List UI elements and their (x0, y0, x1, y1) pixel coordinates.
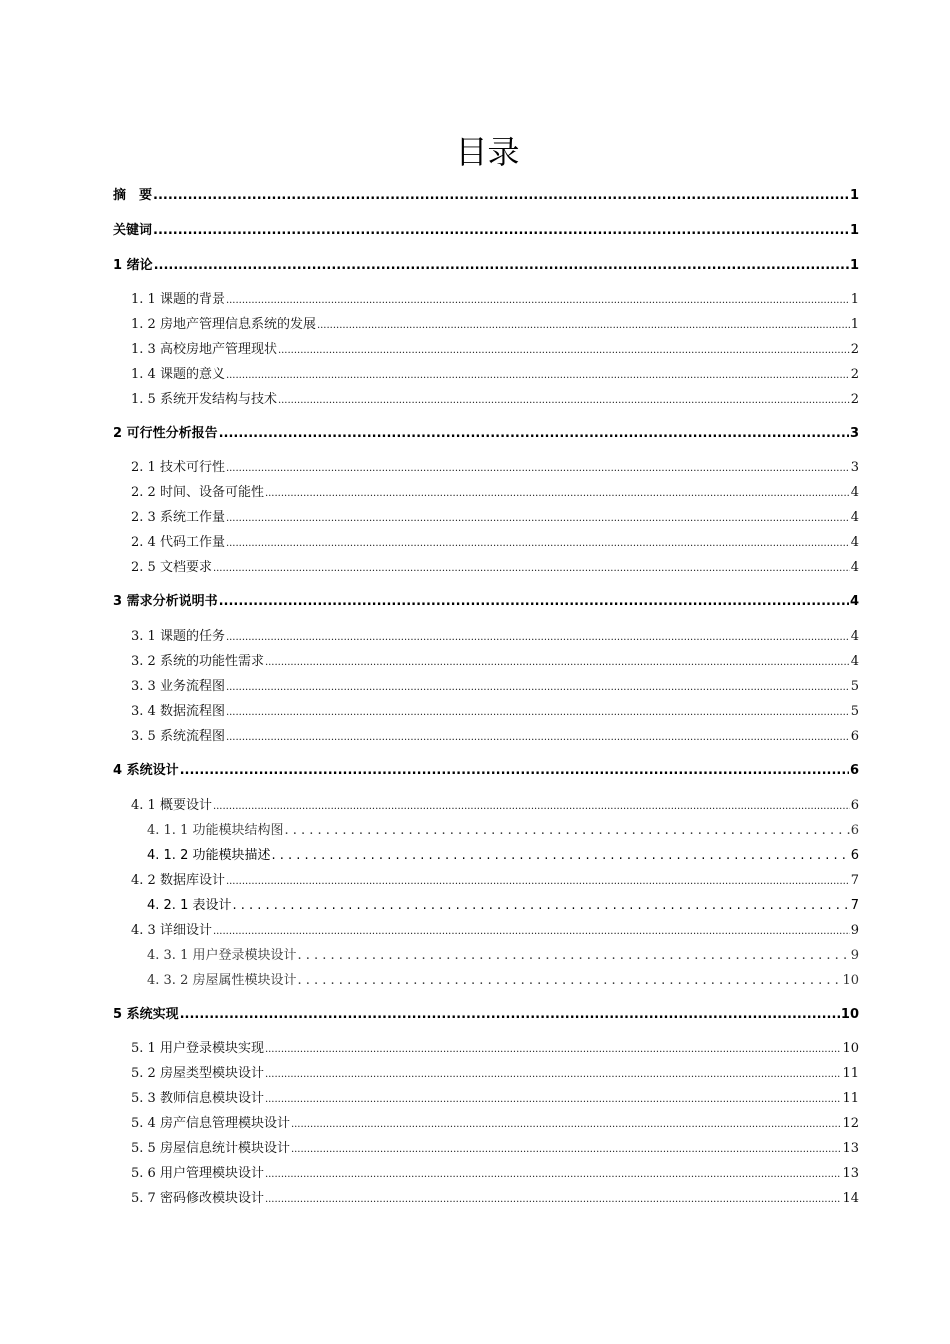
toc-section-entry[interactable] (131, 533, 859, 553)
toc-entry-title: 2. 1 技术可行性 (131, 460, 225, 475)
toc-entry-title: 4. 1. 1 功能模块结构图 (147, 823, 284, 838)
toc-page-number: 4 (850, 485, 859, 500)
toc-entry-title: 5 系统实现 (113, 1007, 179, 1022)
toc-section-entry[interactable] (131, 315, 859, 335)
toc-dot-leader (291, 1140, 842, 1160)
toc-chapter-entry[interactable] (113, 1005, 859, 1025)
toc-section-entry[interactable] (131, 290, 859, 310)
toc-section-entry[interactable] (131, 627, 859, 647)
toc-entry-title: 3. 3 业务流程图 (131, 679, 225, 694)
toc-dot-leader (317, 316, 850, 336)
toc-entry-title: 4. 1 概要设计 (131, 798, 212, 813)
toc-section-entry[interactable] (131, 727, 859, 747)
toc-page-number: 4 (850, 654, 859, 669)
toc-entry-title: 4. 3. 1 用户登录模块设计 (147, 948, 297, 963)
toc-dot-leader (265, 1065, 842, 1085)
toc-dot-leader (213, 797, 850, 817)
toc-section-entry[interactable] (131, 1114, 859, 1134)
toc-page-number: 6 (850, 848, 859, 863)
toc-dot-leader (265, 484, 850, 504)
toc-entry-title: 2. 3 系统工作量 (131, 510, 225, 525)
toc-page-number: 11 (842, 1066, 859, 1081)
toc-dot-leader (226, 872, 850, 892)
toc-dot-leader (265, 1090, 842, 1110)
toc-page-number: 13 (842, 1166, 859, 1181)
toc-page-number: 6 (850, 729, 859, 744)
toc-section-entry[interactable] (131, 340, 859, 360)
toc-page-number: 10 (842, 973, 859, 988)
toc-page-number: 9 (850, 923, 859, 938)
toc-page-number: 4 (849, 594, 859, 609)
toc-dot-leader (232, 896, 849, 916)
toc-page-number: 13 (842, 1141, 859, 1156)
toc-dot-leader (297, 971, 841, 991)
page-title: 目录 (455, 133, 520, 171)
toc-entry-title: 1. 4 课题的意义 (131, 367, 225, 382)
toc-chapter-entry[interactable] (113, 256, 859, 276)
toc-dot-leader (265, 653, 850, 673)
toc-entry-title: 3 需求分析说明书 (113, 594, 218, 609)
toc-section-entry[interactable] (131, 1189, 859, 1209)
toc-dot-leader (226, 678, 850, 698)
toc-dot-leader (213, 922, 850, 942)
toc-dot-leader (153, 186, 849, 206)
toc-section-entry[interactable] (131, 1139, 859, 1159)
toc-dot-leader (180, 1005, 840, 1025)
toc-dot-leader (180, 761, 849, 781)
toc-page-number: 10 (840, 1007, 859, 1022)
toc-dot-leader (226, 534, 850, 554)
toc-section-entry[interactable] (131, 390, 859, 410)
toc-dot-leader (297, 946, 849, 966)
toc-section-entry[interactable] (131, 652, 859, 672)
toc-dot-leader (271, 846, 849, 866)
toc-entry-title: 摘 要 (113, 188, 153, 203)
toc-page-number: 11 (842, 1091, 859, 1106)
toc-section-entry[interactable] (131, 458, 859, 478)
toc-section-entry[interactable] (147, 821, 859, 841)
toc-page-number: 4 (850, 560, 859, 575)
toc-page-number: 3 (850, 460, 859, 475)
toc-page-number: 7 (850, 898, 859, 913)
toc-dot-leader (219, 592, 849, 612)
toc-entry-title: 4. 1. 2 功能模块描述 (147, 848, 271, 863)
toc-dot-leader (226, 703, 850, 723)
toc-page-number: 9 (850, 948, 859, 963)
toc-dot-leader (265, 1190, 842, 1210)
toc-page-number: 2 (850, 342, 859, 357)
toc-page-number: 10 (842, 1041, 859, 1056)
toc-page-number: 2 (850, 367, 859, 382)
toc-page-number: 6 (850, 823, 859, 838)
toc-entry-title: 3. 1 课题的任务 (131, 629, 225, 644)
toc-dot-leader (226, 628, 850, 648)
toc-dot-leader (226, 291, 850, 311)
toc-dot-leader (226, 509, 850, 529)
toc-entry-title: 5. 5 房屋信息统计模块设计 (131, 1141, 290, 1156)
toc-dot-leader (278, 341, 850, 361)
toc-page-number: 1 (849, 223, 859, 238)
toc-section-entry[interactable] (131, 1164, 859, 1184)
toc-page-number: 12 (842, 1116, 859, 1131)
toc-dot-leader (213, 559, 850, 579)
toc-dot-leader (154, 256, 849, 276)
toc-page-number: 4 (850, 535, 859, 550)
toc-entry-title: 5. 4 房产信息管理模块设计 (131, 1116, 290, 1131)
toc-entry-title: 2 可行性分析报告 (113, 426, 218, 441)
toc-chapter-entry[interactable] (113, 221, 859, 241)
toc-entry-title: 3. 5 系统流程图 (131, 729, 225, 744)
toc-chapter-entry[interactable] (113, 592, 859, 612)
toc-page-number: 5 (850, 704, 859, 719)
toc-page-number: 5 (850, 679, 859, 694)
toc-entry-title: 4. 2 数据库设计 (131, 873, 225, 888)
toc-section-entry[interactable] (131, 1089, 859, 1109)
toc-page-number: 6 (849, 763, 859, 778)
toc-dot-leader (265, 1040, 842, 1060)
toc-entry-title: 4. 3 详细设计 (131, 923, 212, 938)
toc-dot-leader (219, 424, 849, 444)
toc-section-entry[interactable] (147, 896, 859, 916)
toc-entry-title: 1. 1 课题的背景 (131, 292, 225, 307)
toc-section-entry[interactable] (131, 365, 859, 385)
toc-section-entry[interactable] (131, 1039, 859, 1059)
toc-section-entry[interactable] (147, 971, 859, 991)
toc-entry-title: 1. 3 高校房地产管理现状 (131, 342, 277, 357)
toc-entry-title: 1. 2 房地产管理信息系统的发展 (131, 317, 316, 332)
toc-page-number: 7 (850, 873, 859, 888)
toc-entry-title: 5. 6 用户管理模块设计 (131, 1166, 264, 1181)
toc-entry-title: 2. 5 文档要求 (131, 560, 212, 575)
toc-dot-leader (278, 391, 850, 411)
toc-page-number: 2 (850, 392, 859, 407)
toc-dot-leader (265, 1165, 842, 1185)
toc-entry-title: 5. 3 教师信息模块设计 (131, 1091, 264, 1106)
toc-section-entry[interactable] (131, 796, 859, 816)
toc-dot-leader (291, 1115, 842, 1135)
toc-entry-title: 2. 2 时间、设备可能性 (131, 485, 264, 500)
toc-page-number: 1 (850, 317, 859, 332)
toc-section-entry[interactable] (131, 1064, 859, 1084)
toc-section-entry[interactable] (147, 846, 859, 866)
toc-entry-title: 3. 4 数据流程图 (131, 704, 225, 719)
toc-page-number: 1 (849, 258, 859, 273)
toc-section-entry[interactable] (131, 702, 859, 722)
toc-dot-leader (153, 221, 849, 241)
toc-entry-title: 4. 2. 1 表设计 (147, 898, 232, 913)
toc-section-entry[interactable] (131, 871, 859, 891)
toc-page-number: 1 (850, 292, 859, 307)
toc-dot-leader (226, 459, 850, 479)
toc-entry-title: 5. 7 密码修改模块设计 (131, 1191, 264, 1206)
toc-entry-title: 5. 1 用户登录模块实现 (131, 1041, 264, 1056)
toc-section-entry[interactable] (131, 508, 859, 528)
toc-entry-title: 1 绪论 (113, 258, 153, 273)
toc-entry-title: 3. 2 系统的功能性需求 (131, 654, 264, 669)
toc-page-number: 1 (849, 188, 859, 203)
toc-page-number: 6 (850, 798, 859, 813)
toc-page-number: 4 (850, 629, 859, 644)
toc-page-number: 14 (842, 1191, 859, 1206)
toc-chapter-entry[interactable] (113, 761, 859, 781)
toc-dot-leader (226, 728, 850, 748)
toc-dot-leader (226, 366, 850, 386)
toc-entry-title: 5. 2 房屋类型模块设计 (131, 1066, 264, 1081)
toc-entry-title: 4. 3. 2 房屋属性模块设计 (147, 973, 297, 988)
toc-section-entry[interactable] (131, 921, 859, 941)
toc-entry-title: 2. 4 代码工作量 (131, 535, 225, 550)
toc-chapter-entry[interactable] (113, 186, 859, 206)
toc-section-entry[interactable] (131, 483, 859, 503)
toc-entry-title: 4 系统设计 (113, 763, 179, 778)
toc-page-number: 3 (849, 426, 859, 441)
toc-chapter-entry[interactable] (113, 424, 859, 444)
toc-section-entry[interactable] (147, 946, 859, 966)
toc-entry-title: 关键词 (113, 223, 153, 238)
toc-dot-leader (284, 821, 849, 841)
toc-entry-title: 1. 5 系统开发结构与技术 (131, 392, 277, 407)
toc-section-entry[interactable] (131, 558, 859, 578)
toc-page-number: 4 (850, 510, 859, 525)
toc-section-entry[interactable] (131, 677, 859, 697)
